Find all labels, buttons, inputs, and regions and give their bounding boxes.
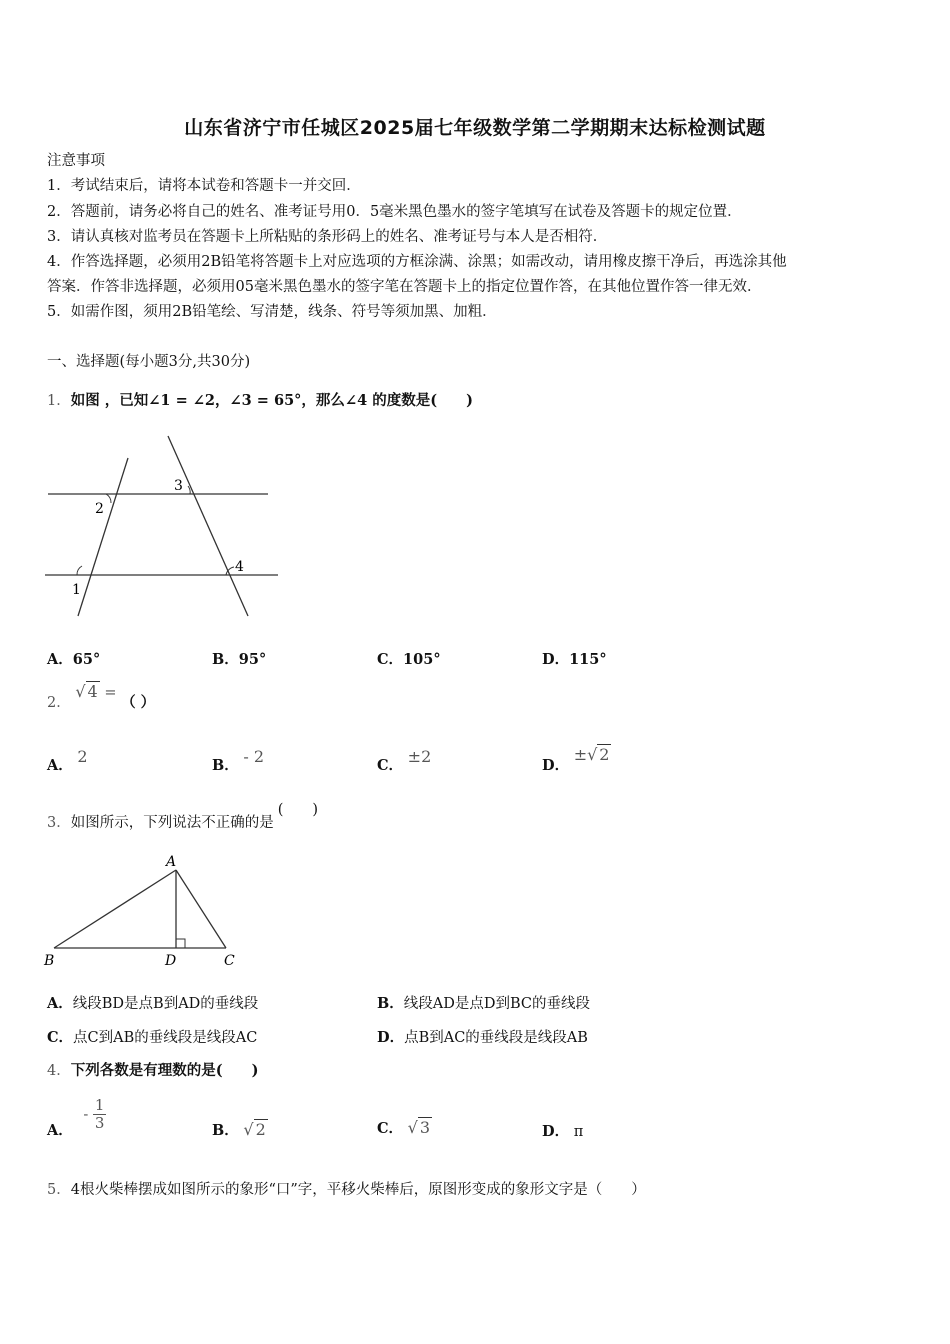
answer-paren: （ ）	[121, 694, 156, 711]
question-number: 4．	[47, 1063, 71, 1079]
notice-item: 3．请认真核对监考员在答题卡上所粘贴的条形码上的姓名、准考证号与本人是否相符．	[47, 229, 608, 245]
notice-item: 2．答题前，请务必将自己的姓名、准考证号用0．5毫米黑色墨水的签字笔填写在试卷及答题卡的规定位置．	[47, 204, 742, 220]
question-text: 下列各数是有理数的是( )	[70, 1062, 259, 1079]
answer-paren: ( )	[277, 802, 319, 818]
sqrt-expression: √ 4	[75, 682, 98, 701]
question-5	[47, 1180, 646, 1200]
question-3	[47, 802, 319, 833]
question-text: 如图 ，已知∠1 = ∠2，∠3 = 65°，那么∠4 的度数是( )	[70, 392, 473, 409]
q1-parallel-lines-figure	[40, 430, 285, 625]
option-d[interactable]: D． ±√ 2	[542, 745, 610, 774]
notice-item: 答案．作答非选择题，必须用05毫米黑色墨水的签字笔在答题卡上的指定位置作答，在其他位置作答一律无效．	[47, 279, 762, 295]
option-b[interactable]: B． √ 2	[212, 1120, 266, 1139]
option-a[interactable]: A． - $\frac{1}{3}$	[47, 1096, 105, 1139]
section-heading: 一、选择题(每小题3分,共30分)	[47, 354, 251, 370]
question-4	[47, 1061, 258, 1081]
vertex-label-c: C	[224, 953, 235, 969]
angle-label-2: 2	[95, 501, 104, 517]
equals-sign: =	[104, 685, 117, 701]
fraction: $\frac{1}{3}$	[94, 1096, 105, 1132]
question-number: 2．	[47, 695, 71, 711]
question-number: 3．	[47, 815, 71, 831]
vertex-label-a: A	[166, 854, 177, 870]
option-a[interactable]: A． 2	[47, 747, 88, 774]
option-d[interactable]: D．115°	[542, 651, 607, 668]
vertex-label-b: B	[44, 953, 55, 969]
option-c[interactable]: C． √ 3	[377, 1118, 431, 1137]
angle-label-4: 4	[235, 559, 244, 575]
option-a[interactable]: A．线段BD是点B到AD的垂线段	[47, 995, 259, 1012]
option-b[interactable]: B． - 2	[212, 747, 265, 774]
option-b[interactable]: B．线段AD是点D到BC的垂线段	[377, 995, 591, 1012]
angle-label-3: 3	[174, 478, 183, 494]
option-a[interactable]: A．65°	[47, 651, 101, 668]
notice-heading: 注意事项	[47, 153, 105, 169]
question-text: 4根火柴棒摆成如图所示的象形“口”字，平移火柴棒后，原图形变成的象形文字是（ ）	[70, 1182, 646, 1198]
question-number: 5．	[47, 1182, 71, 1198]
angle-label-1: 1	[72, 582, 81, 598]
option-d[interactable]: D． π	[542, 1123, 584, 1140]
question-1	[47, 391, 473, 411]
option-c[interactable]: C．105°	[377, 651, 441, 668]
q3-triangle-figure	[40, 850, 250, 970]
vertex-label-d: D	[165, 953, 177, 969]
option-c[interactable]: C．点C到AB的垂线段是线段AC	[47, 1029, 258, 1046]
option-b[interactable]: B．95°	[212, 651, 267, 668]
question-text: 如图所示，下列说法不正确的是	[70, 815, 274, 831]
option-d[interactable]: D．点B到AC的垂线段是线段AB	[377, 1029, 588, 1046]
notice-item: 4．作答选择题，必须用2B铅笔将答题卡上对应选项的方框涂满、涂黑；如需改动，请用橡皮擦干净后，再选涂其他	[47, 254, 787, 270]
option-c[interactable]: C． ±2	[377, 747, 432, 774]
notice-item: 1．考试结束后，请将本试卷和答题卡一并交回．	[47, 178, 361, 194]
question-number: 1．	[47, 393, 71, 409]
question-2	[47, 682, 156, 713]
page-title: 山东省济宁市任城区2025届七年级数学第二学期期末达标检测试题	[184, 117, 766, 139]
notice-item: 5．如需作图，须用2B铅笔绘、写清楚，线条、符号等须加黑、加粗．	[47, 304, 497, 320]
